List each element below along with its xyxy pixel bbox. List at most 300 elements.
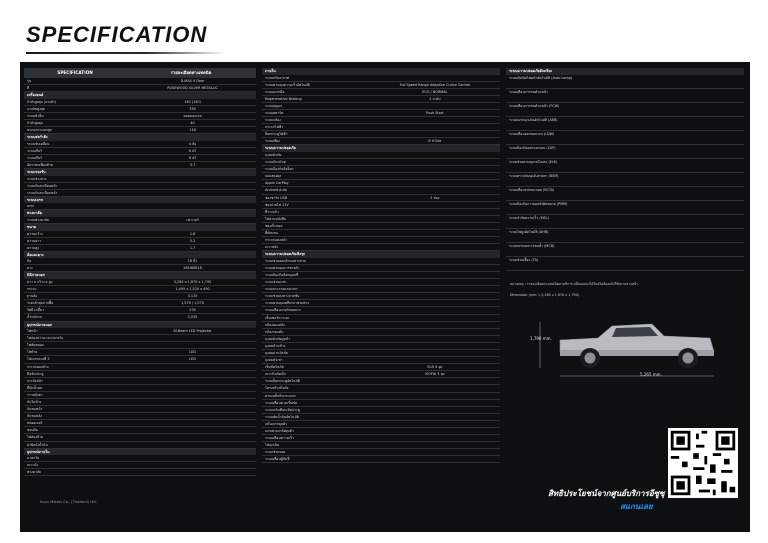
spec-label: ไฟส่องป้าย xyxy=(27,435,43,440)
spec-row xyxy=(262,195,500,202)
spec-row xyxy=(262,244,500,251)
spec-column-3 xyxy=(506,68,744,271)
spec-value xyxy=(370,414,500,420)
section-heading: เครื่องยนต์ xyxy=(24,92,256,99)
spec-row xyxy=(24,155,256,162)
spec-value xyxy=(370,180,500,186)
spec-label: โครงสร้างนิรภัย xyxy=(265,386,289,391)
spec-value xyxy=(129,420,256,426)
spec-value xyxy=(370,293,500,299)
spec-label: ระบบตัดน้ำมันอัตโนมัติ xyxy=(265,414,299,419)
spec-label: รัศมีวงเลี้ยว xyxy=(27,308,44,313)
spec-value: 1,495 x 1,530 x 490 xyxy=(175,287,210,292)
spec-value xyxy=(129,183,256,189)
spec-label: ระบบช่วยเลี้ยว (TA) xyxy=(509,257,539,262)
spec-row xyxy=(262,272,500,279)
spec-value xyxy=(370,223,500,229)
spec-row xyxy=(262,131,500,138)
spec-value xyxy=(680,215,744,228)
header xyxy=(0,0,768,64)
spec-label: พวงมาลัย xyxy=(27,470,41,475)
spec-row xyxy=(262,180,500,187)
spec-column-1 xyxy=(24,68,256,476)
spec-label: ราวหลังคา xyxy=(27,392,43,397)
qr-code[interactable] xyxy=(668,428,738,498)
spec-row xyxy=(24,258,256,265)
spec-label: ระบบเปิดปิดไฟหน้าอัตโนมัติ (Auto Lamp) xyxy=(509,75,573,80)
spec-value xyxy=(370,421,500,427)
spec-row xyxy=(262,96,500,103)
spec-value xyxy=(129,385,256,391)
spec-label: ระบบเตือนผู้ขับขี่ xyxy=(265,457,290,462)
spec-value xyxy=(370,350,500,356)
spec-value xyxy=(680,103,744,116)
spec-row xyxy=(24,455,256,462)
spec-label: ไฟส่องสว่างเวลากลางวัน xyxy=(27,336,64,341)
spec-row xyxy=(262,322,500,329)
spec-value xyxy=(129,364,256,370)
spec-label: ระบบป้องกันการออกตัวผิดพลาด (PMM) xyxy=(509,201,568,206)
spec-row xyxy=(506,229,744,243)
spec-value xyxy=(370,393,500,399)
spec-label: ช่องเก็บของ xyxy=(265,223,283,228)
spec-value: เพาเวอร์ xyxy=(186,217,199,222)
service-benefit-text: สิทธิประโยชน์จากศูนย์บริการอีซูซุ xyxy=(548,489,665,498)
spec-value: 5.2 xyxy=(189,238,196,243)
spec-column-2-body xyxy=(262,68,500,463)
spec-value xyxy=(129,378,256,384)
spec-row xyxy=(24,176,256,183)
spec-label: ระบบเตือนแรงดันลมยาง xyxy=(265,308,301,313)
spec-label: เข็มขัดนิรภัย xyxy=(265,365,284,370)
spec-value xyxy=(370,343,500,349)
length-dimension: 5,265 mm. xyxy=(640,372,662,377)
section-heading: ระบบความปลอดภัยเชิงรุก xyxy=(262,251,500,258)
spec-label: ไฟอ่านหนังสือ xyxy=(265,216,286,221)
spec-value: 4 ล้อ xyxy=(188,141,197,146)
spec-row xyxy=(262,82,500,89)
spec-value xyxy=(370,152,500,158)
spec-label: ระบบแจ้งเตือนเปิดประตู xyxy=(265,407,300,412)
spec-label: บันไดข้าง xyxy=(27,399,42,404)
spec-value xyxy=(680,89,744,102)
spec-value xyxy=(370,75,500,81)
spec-column-3-body xyxy=(506,68,744,271)
spec-value xyxy=(680,187,744,200)
spec-row xyxy=(262,75,500,82)
spec-label: ระบบเบรกมือ xyxy=(265,89,285,94)
spec-value xyxy=(129,335,256,341)
spec-label: รุ่น xyxy=(27,79,32,83)
spec-value xyxy=(370,279,500,285)
spec-label: ช่องจ่ายไฟ 12V xyxy=(265,202,289,207)
spec-label: ถุงลมนิรภัย xyxy=(265,152,282,157)
spec-label: ระบบป้องกันล้อล็อก xyxy=(265,167,294,172)
spec-row xyxy=(24,148,256,155)
spec-value xyxy=(129,371,256,377)
section-heading: พวงมาลัย xyxy=(24,210,256,217)
spec-label: กระบะ xyxy=(27,287,37,292)
spec-column-2 xyxy=(262,68,500,463)
spec-value xyxy=(680,145,744,158)
spec-label: ระบบกันสะเทือนหลัง xyxy=(27,190,57,195)
spec-label: ระบบช่วยลงทางลาดชัน xyxy=(265,294,300,299)
spec-value xyxy=(370,173,500,179)
spec-label: ระบบกันสะเทือนหน้า xyxy=(27,183,58,188)
pickup-truck-icon xyxy=(560,324,714,368)
spec-row xyxy=(262,103,500,110)
spec-row xyxy=(262,357,500,364)
spec-row xyxy=(24,413,256,420)
spec-label: ระบบเตือนออกนอกเลน (LDW) xyxy=(509,131,555,136)
spec-row xyxy=(262,110,500,117)
spec-row xyxy=(24,328,256,335)
spec-value xyxy=(680,201,744,214)
spec-value xyxy=(370,407,500,413)
spec-label: กระจกแต่งหน้า xyxy=(265,238,288,243)
spec-label: ฐานล้อ xyxy=(27,294,38,299)
spec-label: มาตรวัด xyxy=(27,456,40,461)
spec-value xyxy=(370,187,500,193)
spec-value xyxy=(370,159,500,165)
spec-row xyxy=(262,89,500,96)
spec-label: ระบบควบคุมการทรงตัว xyxy=(265,265,300,270)
manufacturer-footer: Isuzu Motors Co., (Thailand) Ltd. xyxy=(40,500,97,504)
spec-value: 6 AT xyxy=(188,148,197,153)
spec-row xyxy=(24,335,256,342)
spec-label: ระบบเตือนรถขณะถอย (RCTA) xyxy=(509,187,555,192)
spec-value: 40 xyxy=(190,120,195,125)
spec-row xyxy=(262,329,500,336)
spec-label: ระบบป้องกันล้อหมุนฟรี xyxy=(265,272,299,277)
spec-value xyxy=(129,434,256,440)
spec-label: ระบบเสียง xyxy=(265,139,280,144)
section-heading: ขนาด xyxy=(24,224,256,231)
spec-label: ระบบเกียร์ xyxy=(27,148,42,153)
spec-label: กล้องรอบคัน xyxy=(265,329,284,334)
spec-row xyxy=(506,201,744,215)
spec-label: ล็อกประตูไฟฟ้า xyxy=(265,132,288,137)
spec-value: 2 ช่อง xyxy=(430,195,440,200)
spec-label: จอแสดงผล xyxy=(265,174,282,179)
spec-value xyxy=(129,427,256,433)
spec-value xyxy=(370,336,500,342)
spec-row xyxy=(506,257,744,271)
spec-label: ขนาดกระบอกสูบ xyxy=(27,128,52,133)
spec-value xyxy=(129,342,256,348)
spec-value: LED xyxy=(189,357,196,362)
spec-label: ระบบล็อกประตูอัตโนมัติ xyxy=(265,379,300,384)
spec-label: แป้นเบรกยุบตัว xyxy=(265,421,288,426)
spec-row xyxy=(262,124,500,131)
spec-value xyxy=(129,442,256,448)
spec-header-label: SPECIFICATION xyxy=(57,70,93,75)
spec-row xyxy=(262,371,500,378)
spec-value: ISOFIX 3 จุด xyxy=(425,372,445,377)
spec-value: D-MAX 4 Door xyxy=(180,79,205,83)
spec-label: ระบบช่วยเบรก xyxy=(265,280,287,285)
spec-row xyxy=(506,117,744,131)
spec-value: 1.8 xyxy=(189,231,196,236)
spec-label: ถุงลมนิรภัยคู่หน้า xyxy=(265,336,291,341)
spec-row xyxy=(24,385,256,392)
spec-label: ระบบควบคุมความเร็วอัตโนมัติ xyxy=(265,82,310,87)
spec-row xyxy=(506,215,744,229)
spec-label: ระบบช่วงล่าง xyxy=(27,176,47,181)
spec-value: 8 ลำโพง xyxy=(428,139,442,144)
spec-value xyxy=(370,216,500,222)
spec-row xyxy=(24,106,256,113)
spec-label: ระบบกุญแจ xyxy=(265,103,283,108)
spec-row xyxy=(24,217,256,224)
spec-label: สปอยเลอร์ xyxy=(27,421,43,426)
spec-column-1-body xyxy=(24,78,256,476)
spec-value: 5,265 x 1,870 x 1,790 xyxy=(173,279,212,284)
spec-label: ไฟฉุกเฉิน xyxy=(265,443,280,448)
spec-row xyxy=(506,173,744,187)
spec-row xyxy=(506,243,744,257)
spec-row xyxy=(24,120,256,127)
spec-row xyxy=(262,414,500,421)
spec-label: ระบบควบคุมเสถียรภาพรถพ่วง xyxy=(265,301,309,306)
spec-row xyxy=(262,343,500,350)
spec-row xyxy=(262,152,500,159)
spec-row xyxy=(24,420,256,427)
spec-value xyxy=(370,400,500,406)
spec-value xyxy=(129,176,256,182)
spec-label: เบาะหลัง xyxy=(265,245,279,250)
spec-label: ระบบตรวจจับจุดอับสายตา (BSM) xyxy=(509,173,559,178)
spec-row xyxy=(24,245,256,252)
section-heading: มิติภายนอก xyxy=(24,272,256,279)
spec-value xyxy=(370,442,500,448)
spec-row xyxy=(262,265,500,272)
spec-row xyxy=(24,279,256,286)
section-heading: ระบบเบรก xyxy=(24,197,256,204)
spec-value xyxy=(370,166,500,172)
spec-row xyxy=(262,400,500,407)
spec-label: ที่วางแก้ว xyxy=(265,209,279,214)
spec-value xyxy=(370,237,500,243)
spec-row xyxy=(24,162,256,169)
spec-value xyxy=(680,131,744,144)
spec-label: น้ำหนักรถ xyxy=(27,315,42,320)
scan-now-text: สแกนเลย xyxy=(620,502,653,511)
spec-row xyxy=(262,230,500,237)
spec-value xyxy=(370,117,500,123)
spec-row xyxy=(262,293,500,300)
spec-value xyxy=(370,300,500,306)
spec-value xyxy=(370,258,500,264)
spec-label: ระบบช่วยออกตัวบนทางลาด xyxy=(265,258,306,263)
spec-label: ระบบป้องกันออกนอกเลน (LDP) xyxy=(509,145,556,150)
spec-label: ระยะต่ำสุดจากพื้น xyxy=(27,301,54,306)
spec-label: ระบบเบรกฉุกเฉินอัตโนมัติ (AEB) xyxy=(509,117,558,122)
spec-value xyxy=(370,428,500,434)
spec-label: อัตราทดเฟืองท้าย xyxy=(27,162,53,167)
spec-value xyxy=(680,243,744,256)
spec-label: ระบบจำกัดความเร็ว (MSL) xyxy=(509,215,549,220)
spec-row xyxy=(506,75,744,89)
spec-value xyxy=(370,357,500,363)
spec-label: ล้อ xyxy=(27,259,32,264)
spec-row xyxy=(262,315,500,322)
spec-value xyxy=(129,392,256,398)
spec-value xyxy=(129,469,256,475)
spec-row xyxy=(24,231,256,238)
spec-row xyxy=(24,300,256,307)
spec-row xyxy=(262,435,500,442)
spec-label: ระบบสตาร์ท xyxy=(265,110,284,115)
spec-row xyxy=(24,314,256,321)
spec-label: เบาะนิรภัยเด็ก xyxy=(265,372,286,377)
spec-label: ความยาว xyxy=(27,238,42,243)
spec-label: ระบบเตือนการชนด้านหน้า xyxy=(509,89,548,94)
spec-value xyxy=(680,159,744,172)
spec-row xyxy=(506,187,744,201)
spec-value: 2 ระดับ xyxy=(429,96,441,101)
spec-value xyxy=(370,202,500,208)
spec-value: 18 นิ้ว xyxy=(187,259,198,264)
spec-label: ไฟหน้า xyxy=(27,329,38,334)
spec-row xyxy=(24,349,256,356)
spec-row xyxy=(24,442,256,449)
spec-label: เบาะนั่ง xyxy=(27,463,39,468)
spec-row xyxy=(262,364,500,371)
spec-header-value: รายละเอียดทางเทคนิค xyxy=(170,70,212,75)
height-dimension: 1,790 mm. xyxy=(530,336,552,341)
spec-label: ระบบไฟสูงอัตโนมัติ (AHB) xyxy=(509,229,549,234)
spec-row xyxy=(262,385,500,392)
section-heading: ล้อและยาง xyxy=(24,252,256,259)
section-heading: อุปกรณ์ภายนอก xyxy=(24,322,256,329)
spec-value xyxy=(370,435,500,441)
spec-value xyxy=(370,209,500,215)
spec-row xyxy=(24,238,256,245)
spec-value xyxy=(370,272,500,278)
spec-value xyxy=(370,322,500,328)
spec-value: 140 (150) xyxy=(184,99,201,104)
spec-label: กล้องมองหลัง xyxy=(265,322,285,327)
spec-row xyxy=(24,183,256,190)
spec-value xyxy=(129,462,256,468)
spec-value xyxy=(370,385,500,391)
spec-row xyxy=(262,350,500,357)
spec-label: ที่ปัดน้ำฝน xyxy=(27,385,43,390)
spec-label: ไฟตัดหมอก xyxy=(27,343,45,348)
spec-label: ระบบเตือนการชนด้านหน้า (FCW) xyxy=(509,103,560,108)
spec-row xyxy=(506,159,744,173)
spec-row xyxy=(262,166,500,173)
spec-value: คอมมอนเรล xyxy=(183,113,202,118)
spec-label: ระบบเกียร์ xyxy=(27,155,42,160)
spec-row xyxy=(24,141,256,148)
spec-label: ระบบเตือนความเร็ว xyxy=(265,436,294,441)
spec-value xyxy=(370,230,500,236)
dimension-label: Dimension (mm: L,5,265 x 1,870 x 1,790) xyxy=(510,293,580,297)
spec-row xyxy=(262,258,500,265)
spec-value: 235 xyxy=(189,308,196,313)
spec-label: กระจังหน้า xyxy=(27,378,43,383)
spec-value xyxy=(370,456,500,462)
spec-value xyxy=(370,265,500,271)
spec-row xyxy=(24,293,256,300)
spec-row xyxy=(262,237,500,244)
spec-row xyxy=(506,131,744,145)
spec-value xyxy=(680,117,744,130)
spec-value: LED xyxy=(189,350,196,355)
spec-value xyxy=(680,257,744,270)
spec-row xyxy=(24,286,256,293)
spec-label: แกนพวงมาลัยยุบตัว xyxy=(265,429,294,433)
spec-value: Full Speed Range Adaptive Cruise Control xyxy=(399,82,471,87)
spec-row xyxy=(24,113,256,120)
spec-label: ฝาปิดถังน้ำมัน xyxy=(27,442,48,447)
section-heading: ระบบส่งกำลัง xyxy=(24,134,256,141)
spec-row xyxy=(506,89,744,103)
spec-row xyxy=(262,209,500,216)
spec-label: ระบบเตือนคาดเข็มขัด xyxy=(265,400,298,405)
spec-row xyxy=(262,449,500,456)
spec-value xyxy=(370,286,500,292)
spec-label: ถุงลมม่านนิรภัย xyxy=(265,350,288,355)
spec-value xyxy=(680,75,744,88)
spec-value: Bi-Beam LED Projector xyxy=(173,329,212,334)
spec-value xyxy=(370,131,500,137)
section-heading: ระบบรองรับ xyxy=(24,169,256,176)
spec-label: Apple CarPlay xyxy=(265,181,289,186)
section-heading: อุปกรณ์ภายใน xyxy=(24,449,256,456)
spec-row xyxy=(262,187,500,194)
disclaimer-note: หมายเหตุ : รายละเอียดทางเทคนิคอาจมีการเปลี่ยนแปลงได้โดยไม่ต้องแจ้งให้ทราบล่วงหน้า xyxy=(510,282,639,286)
spec-value: Push Start xyxy=(426,110,444,115)
spec-label: กระจกไฟฟ้า xyxy=(265,125,284,130)
spec-row xyxy=(24,378,256,385)
spec-label: มือจับประตู xyxy=(27,371,44,376)
spec-row xyxy=(24,190,256,197)
spec-label: ยาง xyxy=(27,266,33,271)
spec-value: 3.7 xyxy=(189,162,196,167)
page-title: SPECIFICATION xyxy=(26,22,208,47)
spec-label: ความกว้าง xyxy=(27,231,43,236)
spec-row xyxy=(262,300,500,307)
spec-label: ช่องชาร์จ USB xyxy=(265,195,288,200)
spec-row xyxy=(262,378,500,385)
spec-value: ROSEWOOD SILVER METALLIC xyxy=(167,86,218,91)
spec-value xyxy=(129,406,256,412)
spec-value: 1,570 / 1,570 xyxy=(181,301,204,306)
spec-row xyxy=(24,99,256,106)
spec-row xyxy=(24,399,256,406)
section-heading: ภายใน xyxy=(262,68,500,75)
spec-label: เซ็นเซอร์กะระยะ xyxy=(265,315,290,320)
spec-value xyxy=(370,307,500,313)
spec-table-header xyxy=(24,68,256,78)
spec-value xyxy=(680,229,744,242)
spec-label: ที่พักแขน xyxy=(265,230,279,235)
spec-row xyxy=(24,406,256,413)
spec-value: 3,125 xyxy=(187,294,198,299)
spec-label: ระบบช่วยจอด xyxy=(265,450,286,455)
spec-label: ถุงลมด้านข้าง xyxy=(265,343,286,348)
truck-illustration xyxy=(520,300,738,390)
spec-value xyxy=(129,203,256,209)
spec-label: กันชนหน้า xyxy=(27,407,43,412)
spec-row xyxy=(262,307,500,314)
spec-row xyxy=(24,462,256,469)
spec-row xyxy=(24,265,256,272)
spec-label: ระบบกระจายแรงเบรก xyxy=(265,287,298,292)
